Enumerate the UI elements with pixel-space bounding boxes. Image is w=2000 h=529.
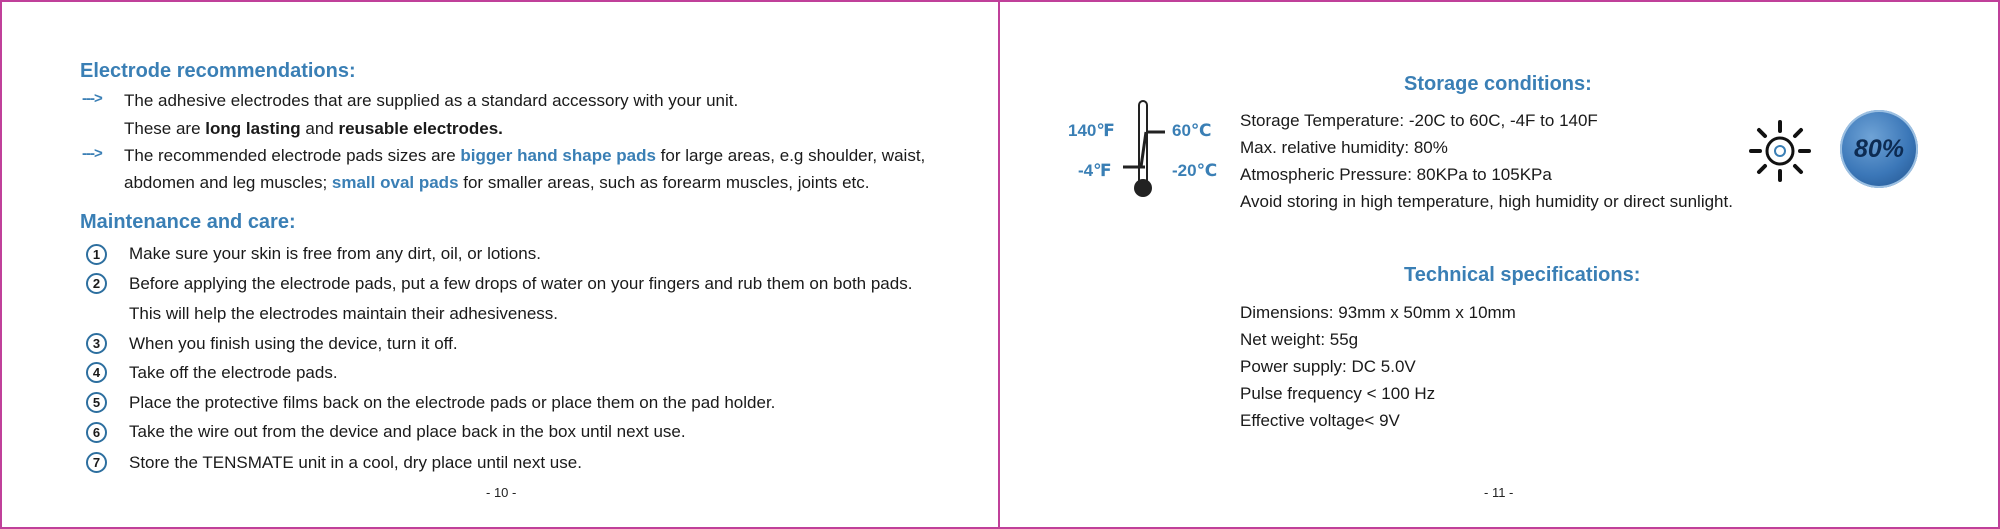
step-text: Store the TENSMATE unit in a cool, dry place until next use. xyxy=(129,453,582,472)
electrode-bullet-2-line-1 xyxy=(124,145,925,167)
temp-low-celsius: -20℃ xyxy=(1172,161,1218,180)
spec-pulse-frequency: Pulse frequency < 100 Hz xyxy=(1240,384,1436,403)
step-text: When you finish using the device, turn it off. xyxy=(129,334,458,353)
step-text-continued: This will help the electrodes maintain their adhesiveness. xyxy=(129,304,559,323)
text-segment: for large areas, e.g shoulder, waist, xyxy=(655,146,926,165)
spec-effective-voltage: Effective voltage< 9V xyxy=(1240,411,1400,430)
step-number-badge: 7 xyxy=(86,452,107,473)
page-number: - 10 - xyxy=(486,485,517,500)
step-text: Place the protective films back on the electrode pads or place them on the pad holder. xyxy=(129,393,776,412)
text-segment: The recommended electrode pads sizes are xyxy=(124,146,461,165)
page-11 xyxy=(998,0,2000,529)
spec-power-supply: Power supply: DC 5.0V xyxy=(1240,357,1416,376)
storage-warning-line: Avoid storing in high temperature, high humidity or direct sunlight. xyxy=(1240,192,1733,211)
text-segment: These are xyxy=(124,119,206,138)
step-number-badge: 6 xyxy=(86,422,107,443)
tech-specs-heading: Technical specifications: xyxy=(1404,264,1641,286)
step-number-badge: 1 xyxy=(86,244,107,265)
temp-low-fahrenheit: -4℉ xyxy=(1078,161,1112,180)
temp-high-celsius: 60℃ xyxy=(1172,121,1212,140)
spec-net-weight: Net weight: 55g xyxy=(1240,330,1359,349)
thermometer-icon xyxy=(1105,97,1185,202)
step-number-badge: 5 xyxy=(86,392,107,413)
step-text: Take the wire out from the device and place back in the box until next use. xyxy=(129,422,686,441)
sun-icon xyxy=(1748,119,1812,183)
electrode-bullet-2-line-2 xyxy=(124,172,870,194)
step-text: Before applying the electrode pads, put a few drops of water on your fingers and rub them on both pads. xyxy=(129,274,913,293)
bullet-arrow-icon: ---> xyxy=(82,90,102,107)
storage-heading: Storage conditions: xyxy=(1404,73,1592,95)
temp-high-fahrenheit: 140℉ xyxy=(1068,121,1115,140)
emphasis-long-lasting: long lasting xyxy=(205,119,301,138)
highlight-oval-pads: small oval pads xyxy=(331,173,459,192)
text-segment: for smaller areas, such as forearm muscles, joints etc. xyxy=(458,173,870,192)
step-text: Take off the electrode pads. xyxy=(129,363,338,382)
storage-pressure-line: Atmospheric Pressure: 80KPa to 105KPa xyxy=(1240,165,1552,184)
step-text: Make sure your skin is free from any dirt, oil, or lotions. xyxy=(129,244,541,263)
emphasis-reusable: reusable electrodes. xyxy=(338,119,503,138)
highlight-hand-pads: bigger hand shape pads xyxy=(460,146,656,165)
electrode-bullet-1-line-2 xyxy=(124,118,503,140)
spec-dimensions: Dimensions: 93mm x 50mm x 10mm xyxy=(1240,303,1516,322)
page-number: - 11 - xyxy=(1484,485,1514,500)
storage-temperature-line: Storage Temperature: -20C to 60C, -4F to 140F xyxy=(1240,111,1598,130)
step-number-badge: 2 xyxy=(86,273,107,294)
step-number-badge: 4 xyxy=(86,362,107,383)
maintenance-heading: Maintenance and care: xyxy=(80,211,296,233)
text-segment: and xyxy=(300,119,339,138)
step-number-badge: 3 xyxy=(86,333,107,354)
electrode-heading: Electrode recommendations: xyxy=(80,60,356,82)
humidity-badge: 80% xyxy=(1840,110,1918,188)
storage-humidity-line: Max. relative humidity: 80% xyxy=(1240,138,1448,157)
electrode-bullet-1-line-1: The adhesive electrodes that are supplied as a standard accessory with your unit. xyxy=(124,91,739,110)
bullet-arrow-icon: ---> xyxy=(82,145,102,162)
text-segment: abdomen and leg muscles; xyxy=(124,173,332,192)
